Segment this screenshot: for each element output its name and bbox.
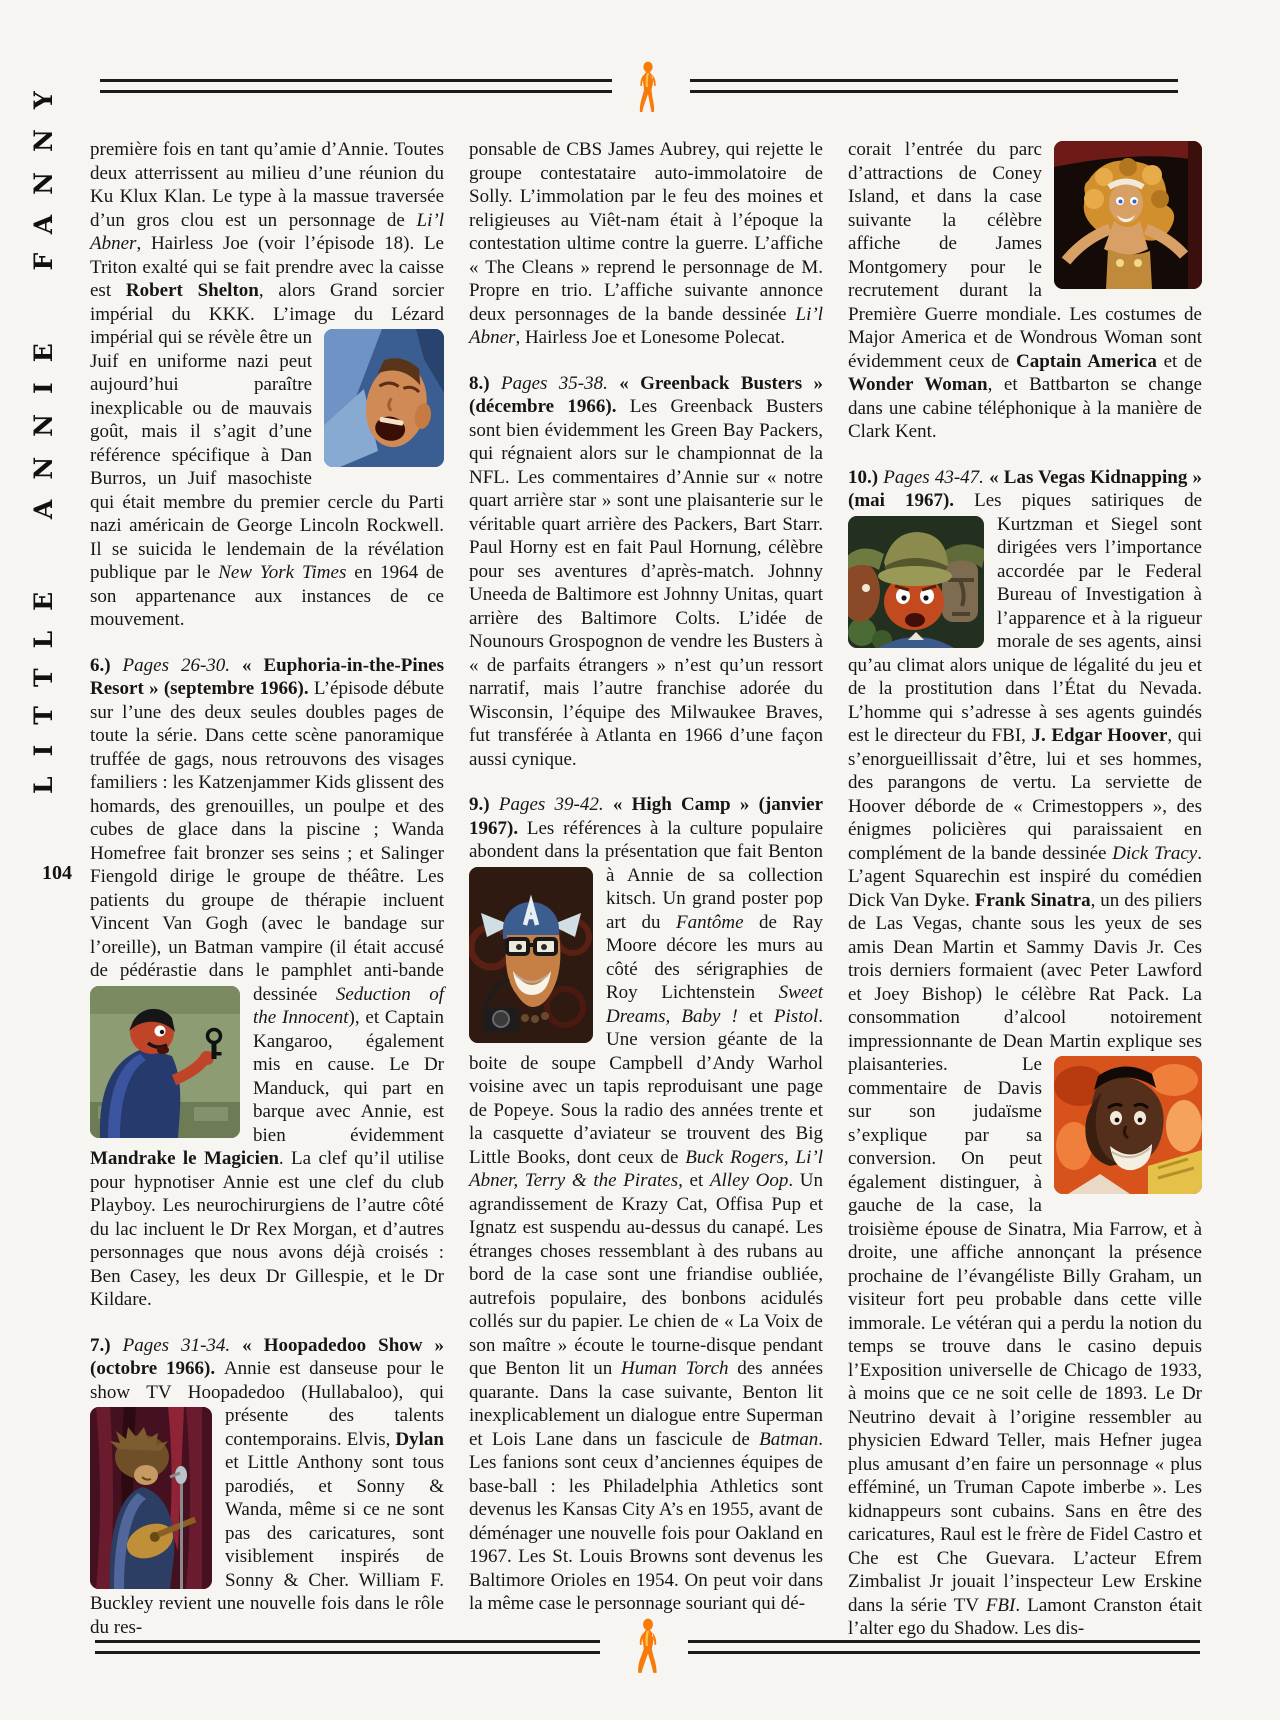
illustration-dylan-parody-singer bbox=[90, 1407, 212, 1589]
text-segment: Kurtzman et Siegel sont dirigées vers l’importance accordée par le Federal Bureau of Investigation à l’apparence et à la rigueur morale de ses agents, ainsi qu’au climat alors unique de légalité du jeu et de la prostitution dans l’État du Nevada. L’homme qui s’adresse à ses agents guindés est le directeur du FBI, J. Edgar Hoover, qui s’enorgueillissait d’être, lui et ses hommes, des parangons de vertu. La serviette de Hoover déborde de « Crimestoppers », des énigmes policières qui paraissaient en complément de la bande dessinée Dick Tracy. L’agent Squarechin est inspiré du comédien Dick Van Dyke. Frank Sinatra, un des piliers de Las Vegas, chante sous les yeux de ses amis Dean Martin et Sammy Davis Jr. Ces trois derniers formaient (avec Peter Lawford et Joey Bishop) le célèbre Rat Pack. La consommation d’alcool notoirement impressionnante de Dean Martin explique ses plaisanteries. bbox=[848, 513, 1202, 1075]
illustration-sammy-davis-jr bbox=[1054, 1056, 1202, 1194]
top-rule-right bbox=[690, 79, 1178, 93]
illustration-wondrous-woman bbox=[1054, 141, 1202, 289]
text-segment: 6.) Pages 26-30. « Euphoria-in-the-Pines Resort » (septembre 1966). L’épisode débute sur l’une des deux seules doubles pages de toute la série. Dans cette scène panoramique truffée de gags, nous retrouvons des visages familiers : les Katzenjammer Kids glissent des homards, des grenouilles, un poulpe et des cubes de glace dans la piscine ; Wanda Homefree fait bronzer ses seins ; et Salinger Fiengold dirige le groupe de théâtre. Les patients du groupe de thérapie incluent Vincent Van Gogh (avec le bandage sur l’oreille), un Batman vampire (il était accusé de pédérastie dans le pamphlet anti-bande dessinée bbox=[90, 654, 444, 1005]
text-segment: Seduction of the Innocent), et Captain Kangaroo, également mis en cause. Le Dr Manduck, qui part en barque avec Annie, est bien évidemment Mandrake le Magicien. La clef qu’il utilise pour hypnotiser Annie est une clef du club Playboy. Les neurochirurgiens de l’autre côté du lac incluent le Dr Rex Morgan, et d’autres personnages que nous avons déjà croisés : Ben Casey, les deux Dr Gillespie, et le Dr Kildare. bbox=[90, 983, 445, 1310]
paragraph-entry-10 bbox=[848, 466, 1202, 1641]
text-segment: première fois en tant qu’amie d’Annie. Toutes deux atterrissent au milieu d’une réunion du Ku Klux Klan. Le type à la massue traversée d’un gros clou est un personnage de Li’l Abner, Hairless Joe (voir l’épisode 18). Le Triton exalté qui se fait prendre avec la caisse est Robert Shelton, alors Grand sorcier impérial du KKK. L’image du Lézard impérial qui se bbox=[90, 139, 444, 348]
text-columns bbox=[90, 138, 1202, 1641]
text-segment: corait l’entrée du parc d’attractions de Coney Island, et dans la case suivante la célèbre affiche de James Montgomery pour le recrutement durant la Première Guerre mondiale. Les costumes de Major America et de Wondrous Woman sont évidemment ceux de Captain America et de Wonder Woman, et Battbarton se change dans une cabine téléphonique à la manière de Clark Kent. bbox=[848, 139, 1202, 442]
bottom-rule-left bbox=[95, 1640, 600, 1654]
paragraph-entry-6 bbox=[90, 654, 444, 1312]
illustration-screaming-klansman bbox=[324, 329, 444, 467]
text-segment: 9.) Pages 39-42. « High Camp » (janvier 1967). Les références à la culture populaire abondent dans la présentation que fait Benton bbox=[469, 794, 824, 862]
page-number: 104 bbox=[42, 862, 72, 884]
paragraph-entry-8 bbox=[469, 372, 823, 772]
column-right bbox=[848, 138, 1202, 1641]
paragraph-entry-9 bbox=[469, 793, 823, 1616]
paragraph-entry-7 bbox=[90, 1334, 444, 1640]
illustration-fbi-agents-hats bbox=[848, 516, 984, 648]
annie-silhouette-icon bbox=[635, 61, 661, 113]
text-segment: ponsable de CBS James Aubrey, qui rejette le groupe contestataire auto-immolatoire de Solly. L’immolation par le feu des moines et religieuses au Viêt-nam était à l’époque la contestation ultime contre la guerre. L’affiche « The Cleans » reprend le personnage de M. Propre en trio. L’affiche suivante annonce deux personnages de la bande dessinée Li’l Abner, Hairless Joe et Lonesome Polecat. bbox=[469, 139, 823, 348]
side-title-vertical bbox=[23, 71, 63, 794]
bottom-rule-right bbox=[688, 1640, 1200, 1654]
paragraph-continuation bbox=[848, 138, 1202, 444]
column-center bbox=[469, 138, 823, 1641]
text-segment: à Annie de sa collection kitsch. Un grand poster pop art du Fantôme de Ray Moore décore les murs au côté des sérigraphies de Roy Lichtenstein Sweet Dreams, Baby ! et Pistol. Une version géante de la boite de soupe Campbell d’Andy Warhol voisine avec un tapis reproduisant une page de Popeye. Sous la radio des années trente et la casquette d’aviateur se trouvent des Big Little Books, dont ceux de Buck Rogers, Li’l Abner, Terry & the Pirates, et Alley Oop. Un agrandissement de Krazy Cat, Offisa Pup et Ignatz est suspendu au-dessus du canapé. Les étranges choses ressemblant à des rubans au bord de la case sont une friandise oubliée, autrefois populaire, des bonbons acidulés collés sur du papier. Le chien de « La Voix de son maître » écoute le tourne-disque pendant que Benton lit un Human Torch des années quarante. Dans la case suivante, Benton lit inexplicablement un dialogue entre Superman et Lois Lane dans un fascicule de Batman. Les fanions sont ceux d’anciennes équipes de base-ball : les Philadelphia Athletics sont devenus les Kansas City A’s en 1955, avant de déménager une nouvelle fois pour Oakland en 1967. Les St. Louis Browns sont devenus les Baltimore Orioles en 1954. On peut voir dans la même case le personnage souriant qui dé- bbox=[469, 864, 824, 1614]
text-segment: des talents contemporains. Elvis, Dylan et Little Anthony sont tous parodiés, et Sonny & Wanda, même si ce ne sont pas des caricatures, sont visiblement inspirés de Sonny & Cher. William F. Buckley revient une nouvelle fois dans le rôle du res- bbox=[90, 1405, 444, 1638]
top-rule-left bbox=[100, 79, 612, 93]
text-segment: révèle être un Juif en uniforme nazi peut aujourd’hui paraître inexplicable ou de mauvais goût, mais il s’agit d’une référence spécifique à Dan Burros, un Juif masochiste qui était membre du premier cercle du Parti nazi américain de George Lincoln Rockwell. Il se suicida le lendemain de la révélation publique par le New York Times en 1964 de son appartenance aux instances de ce mouvement. bbox=[90, 327, 444, 630]
illustration-benton-captain-america bbox=[469, 867, 593, 1043]
column-left bbox=[90, 138, 444, 1641]
paragraph-continuation bbox=[90, 138, 444, 632]
text-segment: 7.) Pages 31-34. « Hoopadedoo Show » (octobre 1966). Annie est danseuse pour le show TV Hoopadedoo (Hullabaloo), qui présente bbox=[90, 1334, 445, 1426]
text-segment: 8.) Pages 35-38. « Greenback Busters » (décembre 1966). Les Greenback Busters sont bien évidemment les Green Bay Packers, qui régnaient alors sur le championnat de la NFL. Les commentaires d’Annie sur « notre quart arrière star » sont une plaisanterie sur le véritable quart arrière des Packers, Bart Starr. Paul Horny est en fait Paul Hornung, célèbre pour ses aventures d’après-match. Johnny Uneeda de Baltimore est Johnny Unitas, quart arrière des Baltimore Colts. L’idée de Nounours Grospognon de vendre les Busters à « de parfaits étrangers » n’est qu’un ressort narratif, mais l’autre franchise adorée du Wisconsin, l’équipe des Milwaukee Braves, fut transférée à Atlanta en 1966 d’une façon aussi cynique. bbox=[469, 372, 823, 770]
annie-silhouette-icon bbox=[633, 1618, 663, 1674]
side-title-text: LITTLE ANNIE FANNY bbox=[29, 71, 58, 794]
illustration-manduck-with-key bbox=[90, 986, 240, 1138]
text-segment: 10.) Pages 43-47. « Las Vegas Kidnapping » (mai 1967). Les piques satiriques de bbox=[848, 466, 1202, 511]
text-segment: Le commentaire de Davis sur son judaïsme s’explique par sa conversion. On peut également distinguer, à gauche de la case, la troisième épouse de Sinatra, Mia Farrow, et à droite, une affiche annonçant la présence prochaine de l’évangéliste Billy Graham, un visiteur fort peu probable dans cette ville immorale. Le vétéran qui a perdu la notion du temps se trouve dans le casino depuis l’Exposition universelle de Chicago de 1933, à moins que ce ne soit celle de 1893. Le Dr Neutrino devait à l’origine ressembler au physicien Edward Teller, mais Hefner jugea plus amusant d’en faire un personnage « plus efféminé, un Truman Capote imberbe ». Les kidnappeurs sont cubains. Sans en être des caricatures, Raul est le frère de Fidel Castro et Che est Che Guevara. L’acteur Efrem Zimbalist Jr jouait l’inspecteur Lew Erskine dans la série TV FBI. Lamont Cranston était l’alter ego du Shadow. Les dis- bbox=[848, 1054, 1203, 1639]
paragraph-continuation bbox=[469, 138, 823, 350]
